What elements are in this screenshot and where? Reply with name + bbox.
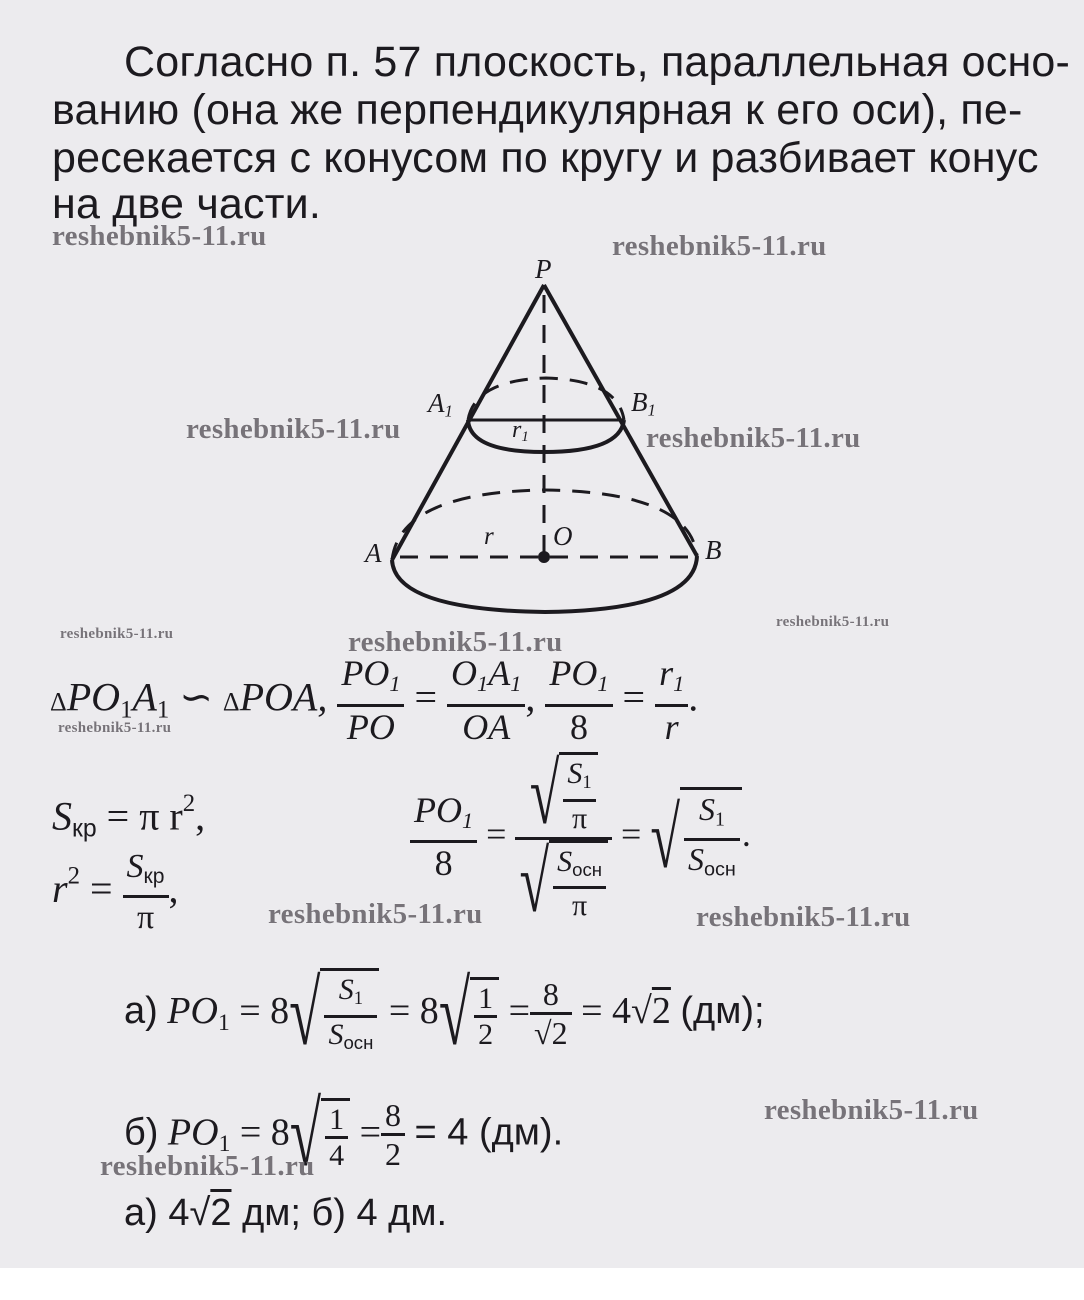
radicand-3: [680, 787, 742, 888]
fraction-skr-pi-num: [123, 848, 169, 898]
ratio-eq-2: =: [621, 813, 642, 854]
part-a-lhs: PO: [167, 990, 218, 1033]
sosn-b-sub: осн: [703, 858, 736, 881]
f4-den: r: [664, 706, 679, 747]
radical-3: [650, 787, 742, 888]
part-a-eq3: =: [508, 990, 531, 1033]
part-a-radicand-2: [470, 977, 499, 1053]
sosn-b: S: [687, 840, 704, 877]
answer-sqrt-sign: √: [189, 1192, 211, 1234]
label-b1-text: B: [631, 387, 648, 417]
label-r1: [512, 417, 529, 446]
skr-num-sub: кр: [143, 864, 165, 888]
pi-a: π: [571, 802, 588, 836]
area-formula: [52, 790, 205, 844]
base-front-arc: [392, 556, 697, 612]
label-r1-text: r: [512, 417, 522, 443]
fraction-po1-8-b-num: [410, 791, 477, 844]
label-a-text: A: [365, 538, 382, 568]
label-b: [705, 535, 722, 566]
s1-over-sosn: [684, 792, 740, 888]
part-b-lhs-sub: 1: [218, 1131, 231, 1158]
radicand-2: [549, 840, 608, 924]
answer-a-label: а): [124, 1192, 158, 1234]
part-a-lhs-sub: 1: [217, 1009, 230, 1036]
part-a-unit: (дм);: [680, 990, 765, 1033]
part-b-label: б): [124, 1111, 159, 1154]
section-front-arc: [468, 420, 624, 452]
sosn-a-sub: осн: [572, 858, 603, 880]
answer-line: [124, 1192, 447, 1235]
part-a-radical-sign-1: √: [289, 964, 321, 1065]
label-apex-text: P: [535, 254, 552, 284]
skr-num: S: [126, 848, 144, 885]
delta-2: Δ: [222, 687, 240, 717]
label-b1-sub: 1: [647, 400, 656, 420]
f1-den: PO: [346, 706, 395, 747]
radical-2: [519, 833, 608, 930]
f2-num-a-sub: 1: [477, 671, 489, 697]
label-a1-sub: 1: [444, 401, 453, 421]
triangle1-b-sub: 1: [156, 696, 170, 724]
part-a-eq2: = 8: [388, 990, 439, 1033]
paragraph-line-1: Согласно п. 57 плоскость, параллельная осно-: [124, 38, 1071, 86]
part-a-label: а): [124, 990, 158, 1033]
f3-num: PO: [549, 653, 598, 693]
fraction-po1-po: [337, 654, 404, 748]
answer-a-rad: 2: [210, 1192, 232, 1234]
s1-over-pi-num: [563, 757, 595, 802]
answer-a-coef: 4: [168, 1192, 190, 1234]
comma-1: ,: [525, 674, 536, 720]
s1-a: S: [567, 757, 583, 790]
watermark-2: reshebnik5-11.ru: [612, 230, 827, 262]
part-a-half-den: 2: [478, 1017, 494, 1051]
ratio-lhs-den: 8: [434, 843, 453, 884]
delta-1: Δ: [50, 687, 67, 717]
f2-num-b: A: [488, 653, 511, 693]
watermark-10: reshebnik5-11.ru: [696, 901, 911, 933]
radical-sign-1: √: [529, 746, 560, 843]
label-b-text: B: [705, 535, 722, 565]
ratio-lhs-num: PO: [414, 789, 462, 830]
r2: r: [52, 865, 68, 911]
part-b-lhs: PO: [167, 1111, 219, 1154]
part-a-8-over-sqrt2: [530, 977, 572, 1052]
triangle1-a: PO: [66, 674, 121, 720]
sqrt-sosn-pi: [515, 833, 612, 930]
part-a-s1-sosn-num: [324, 973, 377, 1018]
fraction-po1-8-num: [545, 654, 612, 707]
part-b-result: = 4 (дм).: [414, 1111, 564, 1154]
s1-over-sosn-num: [684, 792, 740, 841]
f1-num: PO: [341, 653, 390, 693]
f2-num-a: O: [451, 653, 478, 693]
s1-over-pi: [563, 757, 595, 837]
part-b-q-den: 4: [329, 1139, 345, 1172]
part-b-f-den: 2: [385, 1136, 402, 1173]
f3-den: 8: [569, 706, 588, 747]
watermark-8: reshebnik5-11.ru: [58, 720, 172, 736]
part-a-rad: 2: [651, 990, 671, 1033]
part-a-half-num: 1: [474, 982, 497, 1018]
fraction-r1-r-num: [655, 654, 688, 707]
pi-b: π: [571, 888, 588, 922]
part-a-sqrt-sign: √: [631, 990, 652, 1033]
fraction-o1a1-oa-num: [447, 654, 525, 707]
label-r-text: r: [484, 523, 494, 550]
radicand-1: [559, 752, 597, 837]
sosn-over-pi: [553, 845, 606, 924]
fraction-po1-8-b: [410, 791, 477, 885]
eq-1: =: [414, 674, 438, 720]
s1-b: S: [698, 791, 715, 828]
watermark-7: reshebnik5-11.ru: [776, 614, 890, 630]
watermark-5: reshebnik5-11.ru: [60, 626, 174, 642]
s1-a-sub: 1: [582, 772, 592, 794]
part-a-radical-2: [438, 964, 499, 1065]
watermark-4: reshebnik5-11.ru: [646, 422, 861, 454]
f3-num-sub: 1: [597, 671, 609, 697]
watermark-1: reshebnik5-11.ru: [52, 220, 267, 252]
sosn-over-pi-num: [553, 845, 606, 889]
part-a-sosn: S: [328, 1018, 344, 1052]
part-a-half: [474, 982, 497, 1053]
sosn-a: S: [557, 844, 573, 878]
r2-exp: 2: [67, 862, 80, 890]
part-a-s1: S: [338, 973, 354, 1006]
radical-sign-2: √: [519, 833, 550, 930]
paragraph-line-4: на две части.: [52, 180, 321, 228]
s1-over-sosn-den: [684, 841, 740, 888]
paragraph-line-3: ресекается с конусом по кругу и разбивает конус: [52, 134, 1039, 182]
fraction-o1a1-oa: [447, 654, 525, 748]
period-1: .: [688, 674, 699, 720]
label-r: [484, 523, 494, 551]
watermark-12: reshebnik5-11.ru: [100, 1150, 315, 1182]
part-a-sosn-sub: осн: [343, 1032, 374, 1054]
label-a1-text: A: [428, 388, 445, 418]
f1-num-sub: 1: [389, 671, 401, 697]
part-a-eq1: = 8: [239, 990, 290, 1033]
part-b-8-over-2: [381, 1098, 405, 1173]
label-r1-sub: 1: [521, 429, 529, 446]
part-b-eq2: =: [359, 1111, 382, 1154]
ratio-lhs-num-sub: 1: [462, 807, 474, 833]
answer-b-label: б): [311, 1192, 346, 1234]
r2-eq: =: [89, 865, 113, 911]
part-a-s1-sosn: [324, 973, 377, 1061]
s-kr-sub: кр: [72, 815, 97, 843]
watermark-11: reshebnik5-11.ru: [764, 1094, 979, 1126]
part-a-s1-sosn-den: [324, 1018, 377, 1061]
ratio-period: .: [741, 813, 751, 854]
part-b-quarter: [325, 1103, 348, 1174]
f4-num-sub: 1: [673, 671, 685, 697]
paragraph-line-2: ванию (она же перпендикулярная к его оси), пе-: [52, 86, 1023, 134]
skr-den: π: [136, 899, 155, 937]
part-b-radicand: [321, 1098, 350, 1174]
eq-pi-r: = π r: [106, 793, 183, 839]
label-o: [553, 521, 573, 552]
watermark-9: reshebnik5-11.ru: [268, 898, 483, 930]
triangle1-a-sub: 1: [120, 696, 133, 724]
part-b-f-num: 8: [381, 1098, 405, 1136]
bottom-margin: [0, 1268, 1084, 1300]
answer-a-unit: дм;: [242, 1192, 301, 1234]
r2-comma: ,: [168, 865, 179, 911]
watermark-3: reshebnik5-11.ru: [186, 413, 401, 445]
f4-num: r: [659, 653, 674, 693]
answer-b-value: 4 дм.: [356, 1192, 448, 1234]
part-b-eq1: = 8: [239, 1111, 290, 1154]
fraction-po1-po-num: [337, 654, 404, 707]
r-squared-formula: [52, 848, 179, 937]
f2-den: OA: [462, 706, 511, 747]
part-b-radical-sign: √: [289, 1085, 322, 1187]
label-apex: [535, 254, 552, 285]
watermark-6: reshebnik5-11.ru: [348, 626, 563, 658]
similar-symbol: ∽: [179, 674, 213, 720]
s-kr: S: [52, 793, 72, 839]
r-exp: 2: [182, 790, 196, 817]
eq-2: =: [622, 674, 646, 720]
sqrt-s1-pi: [515, 746, 612, 843]
part-a-f-den-rad: 2: [551, 1015, 568, 1052]
part-a-f-num: 8: [530, 977, 572, 1015]
label-b1: [631, 387, 656, 421]
part-a-s1-sub: 1: [353, 988, 364, 1010]
fraction-r1-r: [655, 654, 688, 748]
s1-b-sub: 1: [714, 808, 725, 831]
center-point: [538, 551, 550, 563]
part-a-radical-1: [289, 964, 379, 1065]
part-a-line: [124, 964, 765, 1065]
f2-num-b-sub: 1: [510, 671, 522, 697]
part-a-eq4: = 4: [581, 990, 632, 1033]
triangle2: POA,: [239, 674, 328, 720]
part-b-q-num: 1: [325, 1103, 348, 1139]
radical-1: [529, 746, 598, 843]
part-a-radical-sign-2: √: [438, 964, 471, 1065]
radical-sign-3: √: [650, 789, 680, 886]
fraction-sqrt-big: [515, 746, 612, 930]
label-a1: [428, 388, 453, 422]
fraction-po1-8: [545, 654, 612, 748]
triangle1-b: A: [132, 674, 157, 720]
fraction-skr-pi: [123, 848, 169, 937]
ratio-eq-1: =: [486, 813, 507, 854]
label-o-text: O: [553, 521, 573, 551]
area-comma: ,: [195, 793, 206, 839]
part-a-radicand-1: [320, 968, 379, 1061]
label-a: [365, 538, 382, 569]
part-a-f-den: √2: [534, 1015, 568, 1052]
